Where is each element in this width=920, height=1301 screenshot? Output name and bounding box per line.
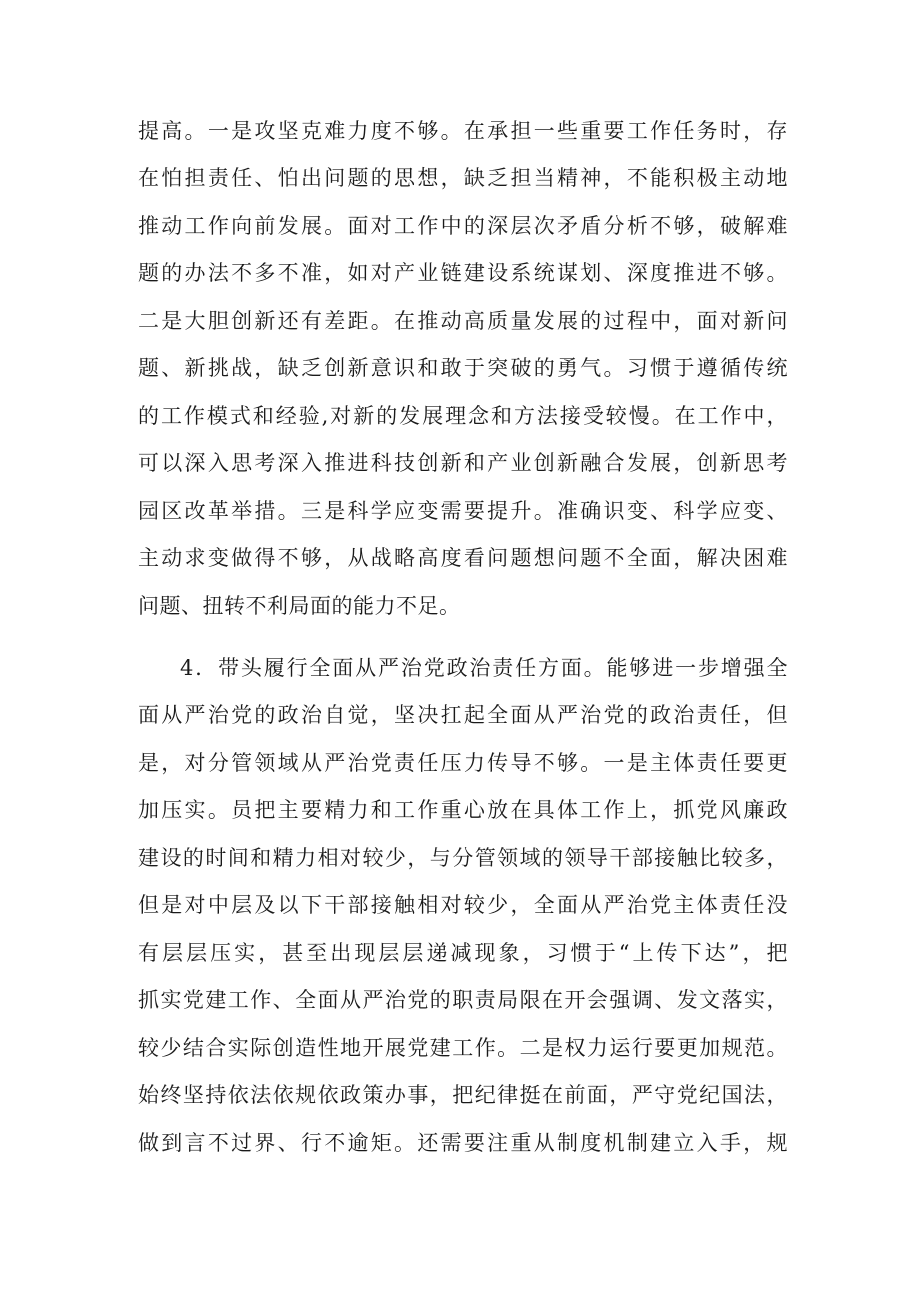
text-line: 推动工作向前发展。面对工作中的深层次矛盾分析不够，破解难 bbox=[138, 214, 788, 238]
text-line: 有层层压实，甚至出现层层递减现象，习惯于“上传下达”，把 bbox=[138, 941, 788, 965]
text-line: 二是大胆创新还有差距。在推动高质量发展的过程中，面对新问 bbox=[138, 309, 788, 333]
text-line: 但是对中层及以下干部接触相对较少，全面从严治党主体责任没 bbox=[138, 893, 788, 917]
text-line: 始终坚持依法依规依政策办事，把纪律挺在前面，严守党纪国法， bbox=[138, 1083, 788, 1107]
text-line: 园区改革举措。三是科学应变需要提升。准确识变、科学应变、 bbox=[138, 499, 788, 523]
text-line: 可以深入思考深入推进科技创新和产业创新融合发展，创新思考 bbox=[138, 451, 788, 475]
text-line: 抓实党建工作、全面从严治党的职责局限在开会强调、发文落实， bbox=[138, 988, 788, 1012]
text-line: 建设的时间和精力相对较少，与分管领域的领导干部接触比较多， bbox=[138, 846, 788, 870]
text-line: 加压实。员把主要精力和工作重心放在具体工作上，抓党风廉政 bbox=[138, 798, 788, 822]
text-line: 题的办法不多不准，如对产业链建设系统谋划、深度推进不够。 bbox=[138, 261, 788, 285]
paragraph-heading-line: 4．带头履行全面从严治党政治责任方面。能够进一步增强全 bbox=[180, 656, 788, 680]
text-line: 较少结合实际创造性地开展党建工作。二是权力运行要更加规范。 bbox=[138, 1036, 788, 1060]
text-line: 提高。一是攻坚克难力度不够。在承担一些重要工作任务时，存 bbox=[138, 119, 788, 143]
text-line: 的工作模式和经验,对新的发展理念和方法接受较慢。在工作中， bbox=[138, 404, 788, 428]
text-line: 主动求变做得不够，从战略高度看问题想问题不全面，解决困难 bbox=[138, 546, 788, 570]
text-line: 是，对分管领域从严治党责任压力传导不够。一是主体责任要更 bbox=[138, 751, 788, 775]
text-line: 题、新挑战，缺乏创新意识和敢于突破的勇气。习惯于遵循传统 bbox=[138, 356, 788, 380]
text-line: 面从严治党的政治自觉，坚决扛起全面从严治党的政治责任，但 bbox=[138, 703, 788, 727]
text-line: 做到言不过界、行不逾矩。还需要注重从制度机制建立入手，规 bbox=[138, 1131, 788, 1155]
text-line: 在怕担责任、怕出问题的思想，缺乏担当精神，不能积极主动地 bbox=[138, 166, 788, 190]
text-line: 问题、扭转不利局面的能力不足。 bbox=[138, 594, 461, 618]
